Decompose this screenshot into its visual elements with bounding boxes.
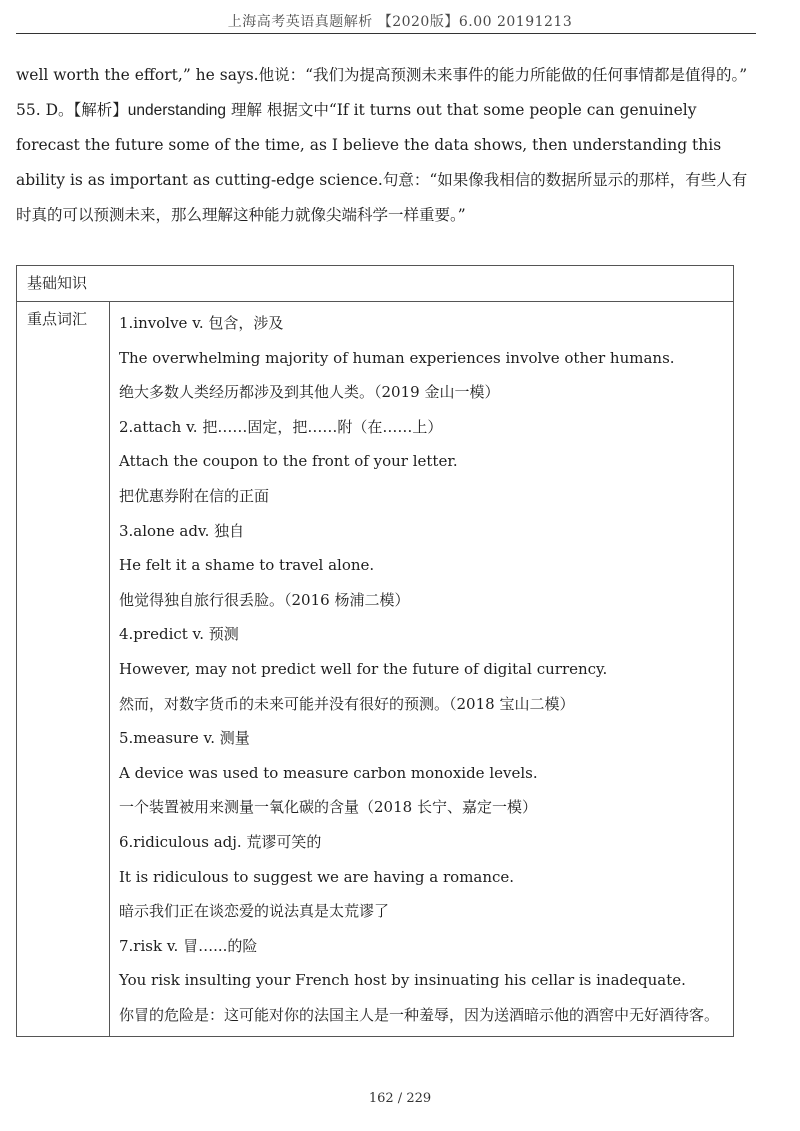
vocab-headword: 1.involve v. 包含，涉及: [119, 314, 284, 332]
example-translation: 把优惠券附在信的正面: [119, 486, 270, 505]
page-number: 162 / 229: [368, 1091, 432, 1106]
example-sentence: You risk insulting your French host by insinuating his cellar is inadequate.: [119, 971, 686, 990]
running-header: 上海高考英语真题解析 【2020版】6.00 20191213: [227, 14, 573, 30]
example-translation: 一个装置被用来测量一氧化碳的含量（2018 长宁、嘉定一模）: [119, 798, 537, 817]
example-translation: 他觉得独自旅行很丢脸。（2016 杨浦二模）: [119, 590, 410, 609]
intro-paragraph: [16, 58, 754, 93]
example-sentence: However, may not predict well for the future of digital currency.: [119, 659, 608, 678]
example-translation: 绝大多数人类经历都涉及到其他人类。（2019 金山一模）: [119, 383, 500, 402]
example-sentence: A device was used to measure carbon monoxide levels.: [119, 763, 538, 782]
vocab-items: [110, 302, 734, 1037]
example-sentence: Attach the coupon to the front of your letter.: [119, 452, 458, 471]
header-divider: [16, 33, 756, 34]
vocab-headword: 5.measure v. 测量: [119, 729, 250, 748]
example-sentence: He felt it a shame to travel alone.: [119, 556, 375, 575]
example-sentence: The overwhelming majority of human experiences involve other humans.: [119, 348, 675, 367]
vocab-headword: 7.risk v. 冒…...的险: [119, 936, 258, 955]
example-translation: 你冒的危险是：这可能对你的法国主人是一种羞辱，因为送酒暗示他的酒窖中无好酒待客。: [119, 1005, 720, 1024]
vocab-headword: 4.predict v. 预测: [119, 625, 239, 644]
intro-line: well worth the effort,” he says.他说：“我们为提高预测未来事件的能力所能做的任何事情都是值得的。”: [16, 66, 748, 84]
vocabulary-table: [16, 265, 734, 1037]
example-translation: 暗示我们正在谈恋爱的说法真是太荒谬了: [119, 902, 390, 921]
example-sentence: It is ridiculous to suggest we are having a romance.: [119, 867, 515, 886]
vocab-row: [17, 302, 734, 1037]
answer-paragraph: [16, 93, 754, 233]
vocab-headword: 3.alone adv. 独自: [119, 521, 245, 540]
answer-explanation: [16, 58, 754, 233]
answer-text: 理解 根据文中“If it turns out that some people can genuinely forecast the future some of the time, as I believe the data shows, then understanding this ability is as important as cutting-edge science.句意：“如果像我相信的数据所显示的那样，有些人有时真的可以预测未来，那么理解这种能力就像尖端科学一样重要。”: [16, 101, 748, 224]
section-row: [17, 266, 734, 302]
example-translation: 然而，对数字货币的未来可能并没有很好的预测。（2018 宝山二模）: [119, 694, 575, 713]
vocab-headword: 2.attach v. 把……固定，把……附（在……上）: [119, 417, 443, 436]
answer-word: understanding: [127, 102, 227, 119]
vocab-headword: 6.ridiculous adj. 荒谬可笑的: [119, 832, 322, 851]
row-label: 重点词汇: [17, 302, 110, 1037]
section-title: 基础知识: [17, 266, 734, 302]
answer-label: 55. D。【解析】: [16, 101, 128, 119]
